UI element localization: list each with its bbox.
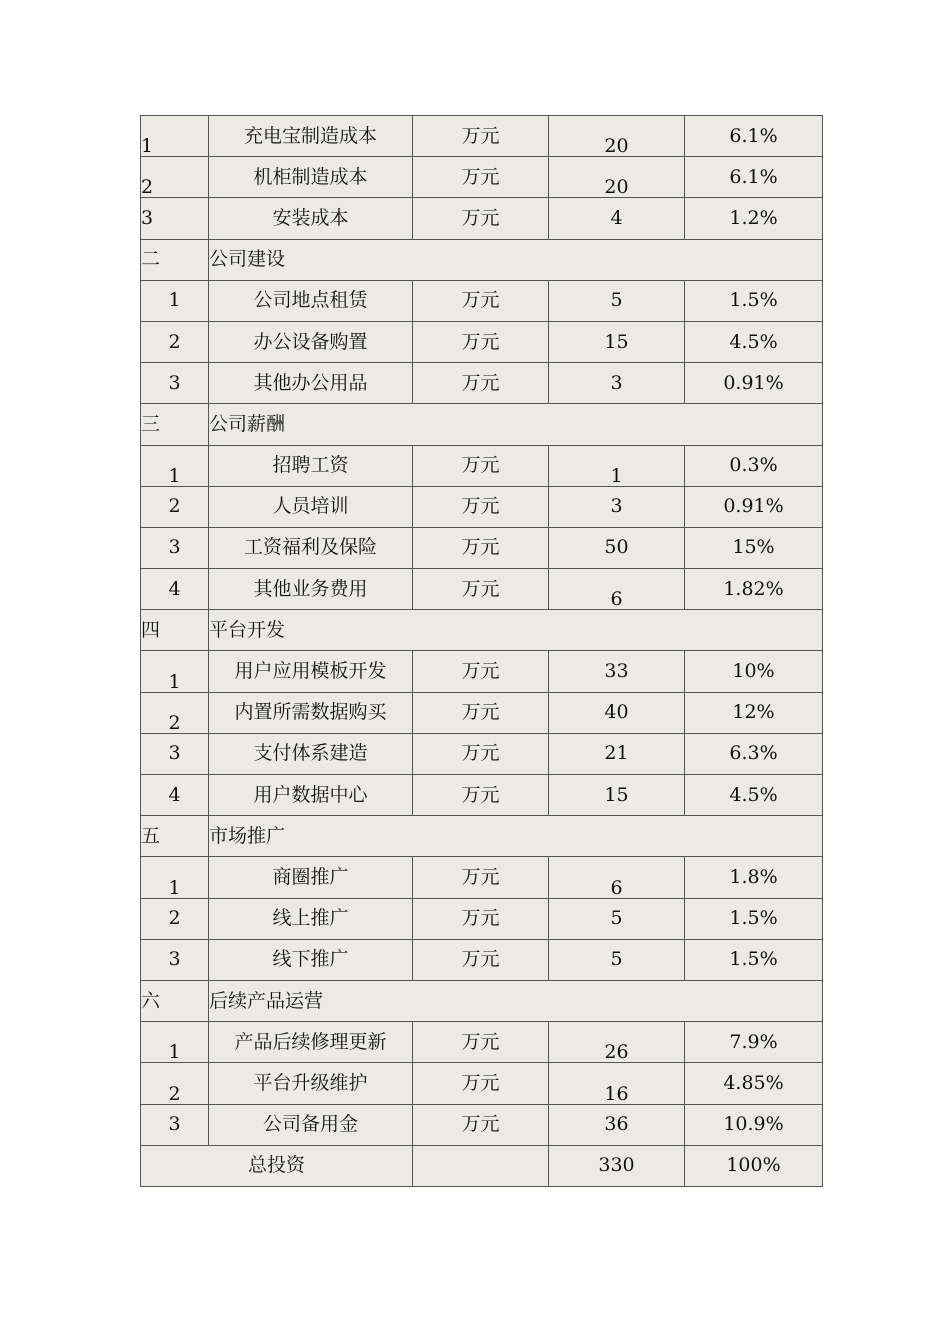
item-name: 招聘工资: [209, 445, 413, 486]
item-row: [141, 692, 823, 733]
section-row: [141, 816, 823, 857]
section-title: 公司薪酬: [209, 404, 823, 445]
item-percentage: 10%: [685, 651, 823, 692]
item-name: 用户应用模板开发: [209, 651, 413, 692]
item-number: 2: [141, 1063, 209, 1104]
item-unit: 万元: [413, 1063, 549, 1104]
item-number: 3: [141, 198, 209, 239]
item-name: 线上推广: [209, 898, 413, 939]
item-unit: 万元: [413, 157, 549, 198]
item-amount: 6: [549, 857, 685, 898]
item-percentage: 1.5%: [685, 280, 823, 321]
item-name: 办公设备购置: [209, 321, 413, 362]
section-row: [141, 239, 823, 280]
total-row: [141, 1145, 823, 1186]
item-amount: 36: [549, 1104, 685, 1145]
item-name: 内置所需数据购买: [209, 692, 413, 733]
item-amount: 5: [549, 280, 685, 321]
item-number: 2: [141, 157, 209, 198]
section-title: 市场推广: [209, 816, 823, 857]
section-number: 二: [141, 239, 209, 280]
item-row: [141, 733, 823, 774]
item-amount: 40: [549, 692, 685, 733]
item-amount: 21: [549, 733, 685, 774]
item-unit: 万元: [413, 898, 549, 939]
item-unit: 万元: [413, 1104, 549, 1145]
total-label: 总投资: [141, 1145, 413, 1186]
item-unit: 万元: [413, 939, 549, 980]
item-amount: 5: [549, 898, 685, 939]
item-number: 2: [141, 692, 209, 733]
item-unit: 万元: [413, 445, 549, 486]
item-number: 1: [141, 1022, 209, 1063]
item-number: 3: [141, 527, 209, 568]
item-amount: 1: [549, 445, 685, 486]
item-percentage: 4.5%: [685, 775, 823, 816]
section-title: 平台开发: [209, 610, 823, 651]
section-number: 六: [141, 980, 209, 1021]
item-unit: 万元: [413, 733, 549, 774]
item-name: 支付体系建造: [209, 733, 413, 774]
item-unit: 万元: [413, 527, 549, 568]
item-number: 3: [141, 733, 209, 774]
item-percentage: 7.9%: [685, 1022, 823, 1063]
item-unit: 万元: [413, 280, 549, 321]
item-name: 工资福利及保险: [209, 527, 413, 568]
item-unit: 万元: [413, 116, 549, 157]
item-percentage: 0.3%: [685, 445, 823, 486]
item-name: 机柜制造成本: [209, 157, 413, 198]
item-percentage: 6.3%: [685, 733, 823, 774]
item-amount: 3: [549, 486, 685, 527]
item-unit: 万元: [413, 321, 549, 362]
item-amount: 3: [549, 363, 685, 404]
item-number: 2: [141, 898, 209, 939]
item-amount: 16: [549, 1063, 685, 1104]
item-number: 2: [141, 321, 209, 362]
item-amount: 4: [549, 198, 685, 239]
total-amount: 330: [549, 1145, 685, 1186]
item-percentage: 10.9%: [685, 1104, 823, 1145]
item-amount: 6: [549, 569, 685, 610]
item-amount: 50: [549, 527, 685, 568]
item-percentage: 15%: [685, 527, 823, 568]
item-amount: 15: [549, 775, 685, 816]
item-percentage: 6.1%: [685, 157, 823, 198]
budget-table-body: [141, 116, 823, 1187]
item-name: 安装成本: [209, 198, 413, 239]
item-amount: 5: [549, 939, 685, 980]
item-row: [141, 321, 823, 362]
item-unit: 万元: [413, 775, 549, 816]
item-row: [141, 857, 823, 898]
item-unit: 万元: [413, 1022, 549, 1063]
item-row: [141, 445, 823, 486]
section-row: [141, 610, 823, 651]
item-row: [141, 939, 823, 980]
item-name: 商圈推广: [209, 857, 413, 898]
item-row: [141, 198, 823, 239]
total-percentage: 100%: [685, 1145, 823, 1186]
item-number: 4: [141, 569, 209, 610]
item-name: 其他办公用品: [209, 363, 413, 404]
item-amount: 20: [549, 116, 685, 157]
item-row: [141, 116, 823, 157]
section-number: 三: [141, 404, 209, 445]
item-row: [141, 280, 823, 321]
item-percentage: 1.5%: [685, 898, 823, 939]
item-row: [141, 569, 823, 610]
item-number: 3: [141, 363, 209, 404]
item-number: 4: [141, 775, 209, 816]
item-number: 1: [141, 280, 209, 321]
item-number: 1: [141, 445, 209, 486]
item-row: [141, 527, 823, 568]
item-percentage: 4.85%: [685, 1063, 823, 1104]
item-unit: 万元: [413, 198, 549, 239]
item-name: 公司备用金: [209, 1104, 413, 1145]
item-unit: 万元: [413, 651, 549, 692]
item-unit: 万元: [413, 486, 549, 527]
item-name: 平台升级维护: [209, 1063, 413, 1104]
item-percentage: 12%: [685, 692, 823, 733]
item-unit: 万元: [413, 363, 549, 404]
item-percentage: 1.82%: [685, 569, 823, 610]
item-number: 1: [141, 651, 209, 692]
item-row: [141, 486, 823, 527]
item-number: 3: [141, 1104, 209, 1145]
item-percentage: 0.91%: [685, 363, 823, 404]
item-number: 3: [141, 939, 209, 980]
section-number: 五: [141, 816, 209, 857]
item-percentage: 1.2%: [685, 198, 823, 239]
item-number: 2: [141, 486, 209, 527]
section-row: [141, 980, 823, 1021]
item-row: [141, 775, 823, 816]
item-unit: 万元: [413, 857, 549, 898]
item-number: 1: [141, 857, 209, 898]
item-name: 产品后续修理更新: [209, 1022, 413, 1063]
item-row: [141, 1063, 823, 1104]
item-row: [141, 898, 823, 939]
item-amount: 20: [549, 157, 685, 198]
total-unit: [413, 1145, 549, 1186]
item-row: [141, 157, 823, 198]
item-number: 1: [141, 116, 209, 157]
item-row: [141, 651, 823, 692]
section-number: 四: [141, 610, 209, 651]
section-row: [141, 404, 823, 445]
item-amount: 15: [549, 321, 685, 362]
item-amount: 26: [549, 1022, 685, 1063]
section-title: 后续产品运营: [209, 980, 823, 1021]
item-name: 人员培训: [209, 486, 413, 527]
item-name: 充电宝制造成本: [209, 116, 413, 157]
item-name: 其他业务费用: [209, 569, 413, 610]
item-percentage: 0.91%: [685, 486, 823, 527]
section-title: 公司建设: [209, 239, 823, 280]
item-row: [141, 1022, 823, 1063]
item-percentage: 6.1%: [685, 116, 823, 157]
item-percentage: 1.8%: [685, 857, 823, 898]
item-amount: 33: [549, 651, 685, 692]
investment-budget-table: [140, 115, 823, 1187]
item-row: [141, 1104, 823, 1145]
item-percentage: 1.5%: [685, 939, 823, 980]
item-unit: 万元: [413, 692, 549, 733]
item-name: 公司地点租赁: [209, 280, 413, 321]
item-name: 用户数据中心: [209, 775, 413, 816]
item-name: 线下推广: [209, 939, 413, 980]
item-row: [141, 363, 823, 404]
item-percentage: 4.5%: [685, 321, 823, 362]
item-unit: 万元: [413, 569, 549, 610]
